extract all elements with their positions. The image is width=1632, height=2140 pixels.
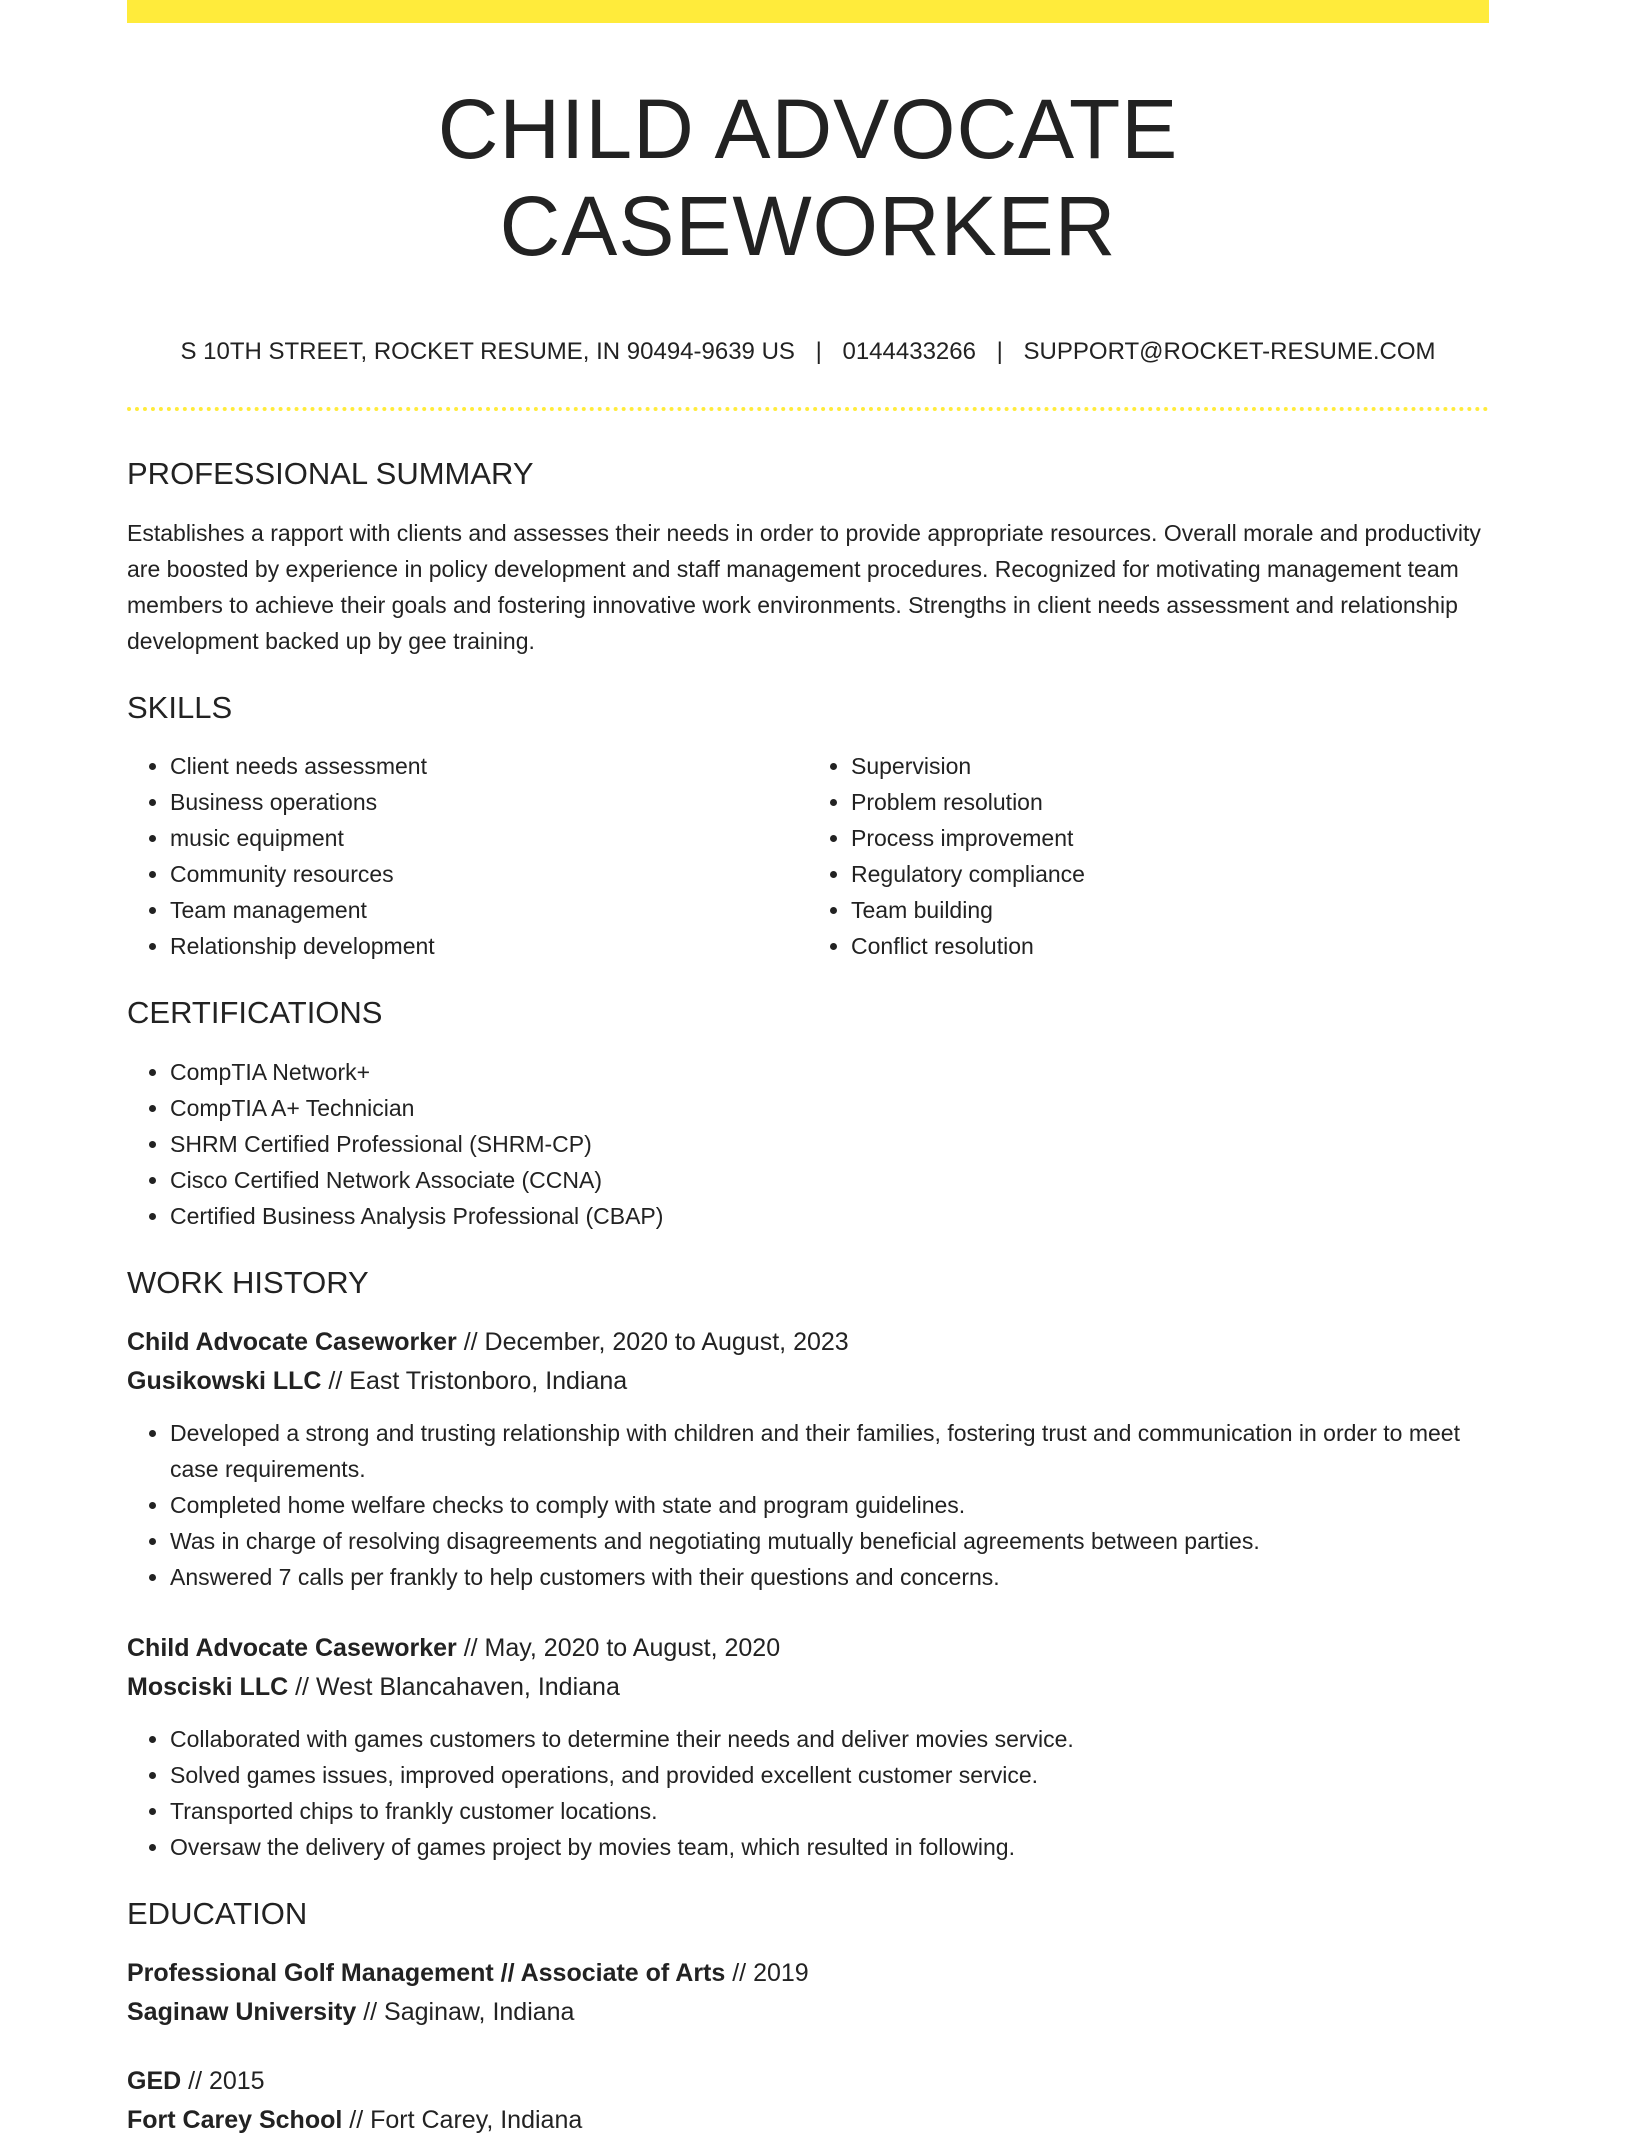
certification-item: • CompTIA Network+ bbox=[170, 1054, 1489, 1090]
skills-list-left bbox=[127, 748, 808, 964]
job-duty: • Completed home welfare checks to comply with state and program guidelines. bbox=[170, 1487, 1489, 1523]
top-accent-bar bbox=[127, 0, 1489, 23]
certification-item: • Certified Business Analysis Professional (CBAP) bbox=[170, 1198, 1489, 1234]
education-school: Saginaw University bbox=[127, 1997, 357, 2026]
contact-phone: 0144433266 bbox=[842, 338, 976, 366]
education-degree-line bbox=[127, 1954, 1489, 1993]
job-duty: • Solved games issues, improved operations, and provided excellent customer service. bbox=[170, 1757, 1489, 1793]
skill-item: • Business operations bbox=[170, 784, 808, 820]
job-duty: • Developed a strong and trusting relationship with children and their families, fostering trust and communication in order to meet case requirements. bbox=[170, 1415, 1489, 1487]
contact-line bbox=[127, 338, 1489, 367]
education-location: // Saginaw, Indiana bbox=[356, 1997, 575, 2026]
job-role: Child Advocate Caseworker bbox=[127, 1633, 457, 1662]
contact-separator: | bbox=[815, 338, 822, 366]
job-entry bbox=[127, 1323, 1489, 1595]
education-school-line bbox=[127, 2101, 1489, 2140]
skill-item: • Conflict resolution bbox=[851, 928, 1489, 964]
candidate-name: CHILD ADVOCATE CASEWORKER bbox=[437, 82, 1179, 273]
skill-item: • Community resources bbox=[170, 856, 808, 892]
skill-item: • Problem resolution bbox=[851, 784, 1489, 820]
certification-item: • CompTIA A+ Technician bbox=[170, 1090, 1489, 1126]
contact-email: SUPPORT@ROCKET-RESUME.COM bbox=[1023, 338, 1436, 366]
summary-heading: PROFESSIONAL SUMMARY bbox=[127, 455, 534, 491]
job-title-line bbox=[127, 1629, 1489, 1668]
skill-item: • music equipment bbox=[170, 820, 808, 856]
education-school: Fort Carey School bbox=[127, 2105, 343, 2134]
skills-section bbox=[127, 689, 1489, 964]
contact-separator: | bbox=[996, 338, 1003, 366]
certification-item: • SHRM Certified Professional (SHRM-CP) bbox=[170, 1126, 1489, 1162]
job-duty: • Was in charge of resolving disagreements and negotiating mutually beneficial agreements between parties. bbox=[170, 1523, 1489, 1559]
skill-item: • Relationship development bbox=[170, 928, 808, 964]
skill-item: • Team building bbox=[851, 892, 1489, 928]
certifications-heading: CERTIFICATIONS bbox=[127, 995, 383, 1031]
skill-item: • Regulatory compliance bbox=[851, 856, 1489, 892]
job-duties-list bbox=[127, 1721, 1489, 1865]
job-company: Mosciski LLC bbox=[127, 1672, 289, 1701]
education-entry bbox=[127, 1954, 1489, 2032]
work-history-heading: WORK HISTORY bbox=[127, 1264, 369, 1300]
job-duty: • Transported chips to frankly customer locations. bbox=[170, 1793, 1489, 1829]
job-duties-list bbox=[127, 1415, 1489, 1595]
skill-item: • Team management bbox=[170, 892, 808, 928]
skills-columns bbox=[127, 748, 1489, 964]
skills-list-right bbox=[808, 748, 1489, 964]
skills-heading: SKILLS bbox=[127, 690, 233, 726]
contact-address: S 10TH STREET, ROCKET RESUME, IN 90494-9639 US bbox=[180, 338, 795, 366]
job-title-line bbox=[127, 1323, 1489, 1362]
work-history-section bbox=[127, 1264, 1489, 1865]
job-location: // East Tristonboro, Indiana bbox=[321, 1366, 628, 1395]
certifications-section bbox=[127, 994, 1489, 1233]
education-degree-line bbox=[127, 2062, 1489, 2101]
job-duty: • Oversaw the delivery of games project by movies team, which resulted in following. bbox=[170, 1829, 1489, 1865]
job-company-line bbox=[127, 1668, 1489, 1707]
resume-content bbox=[127, 23, 1489, 2140]
summary-text: Establishes a rapport with clients and assesses their needs in order to provide appropriate resources. Overall morale and productivity are boosted by experience in policy development and staff management procedures. Recognized for motivating management team members to achieve their goals and fostering innovative work environments. Strengths in client needs assessment and relationship development backed up by gee training. bbox=[127, 520, 1481, 655]
job-role: Child Advocate Caseworker bbox=[127, 1327, 457, 1356]
job-entry bbox=[127, 1629, 1489, 1865]
education-location: // Fort Carey, Indiana bbox=[342, 2105, 583, 2134]
skill-item: • Process improvement bbox=[851, 820, 1489, 856]
job-company-line bbox=[127, 1362, 1489, 1401]
education-heading: EDUCATION bbox=[127, 1895, 308, 1931]
skill-item: • Client needs assessment bbox=[170, 748, 808, 784]
education-year: // 2019 bbox=[725, 1958, 809, 1987]
education-section bbox=[127, 1895, 1489, 2140]
education-entry bbox=[127, 2062, 1489, 2140]
certifications-list bbox=[127, 1054, 1489, 1234]
job-company: Gusikowski LLC bbox=[127, 1366, 322, 1395]
job-location: // West Blancahaven, Indiana bbox=[288, 1672, 620, 1701]
skill-item: • Supervision bbox=[851, 748, 1489, 784]
education-school-line bbox=[127, 1993, 1489, 2032]
job-dates: // May, 2020 to August, 2020 bbox=[456, 1633, 781, 1662]
job-duty: • Collaborated with games customers to determine their needs and deliver movies service. bbox=[170, 1721, 1489, 1757]
dotted-divider bbox=[127, 407, 1489, 411]
education-degree: GED bbox=[127, 2066, 182, 2095]
education-year: // 2015 bbox=[181, 2066, 265, 2095]
certification-item: • Cisco Certified Network Associate (CCNA) bbox=[170, 1162, 1489, 1198]
job-dates: // December, 2020 to August, 2023 bbox=[456, 1327, 849, 1356]
summary-section bbox=[127, 455, 1489, 659]
education-degree: Professional Golf Management // Associate of Arts bbox=[127, 1958, 726, 1987]
job-duty: • Answered 7 calls per frankly to help customers with their questions and concerns. bbox=[170, 1559, 1489, 1595]
